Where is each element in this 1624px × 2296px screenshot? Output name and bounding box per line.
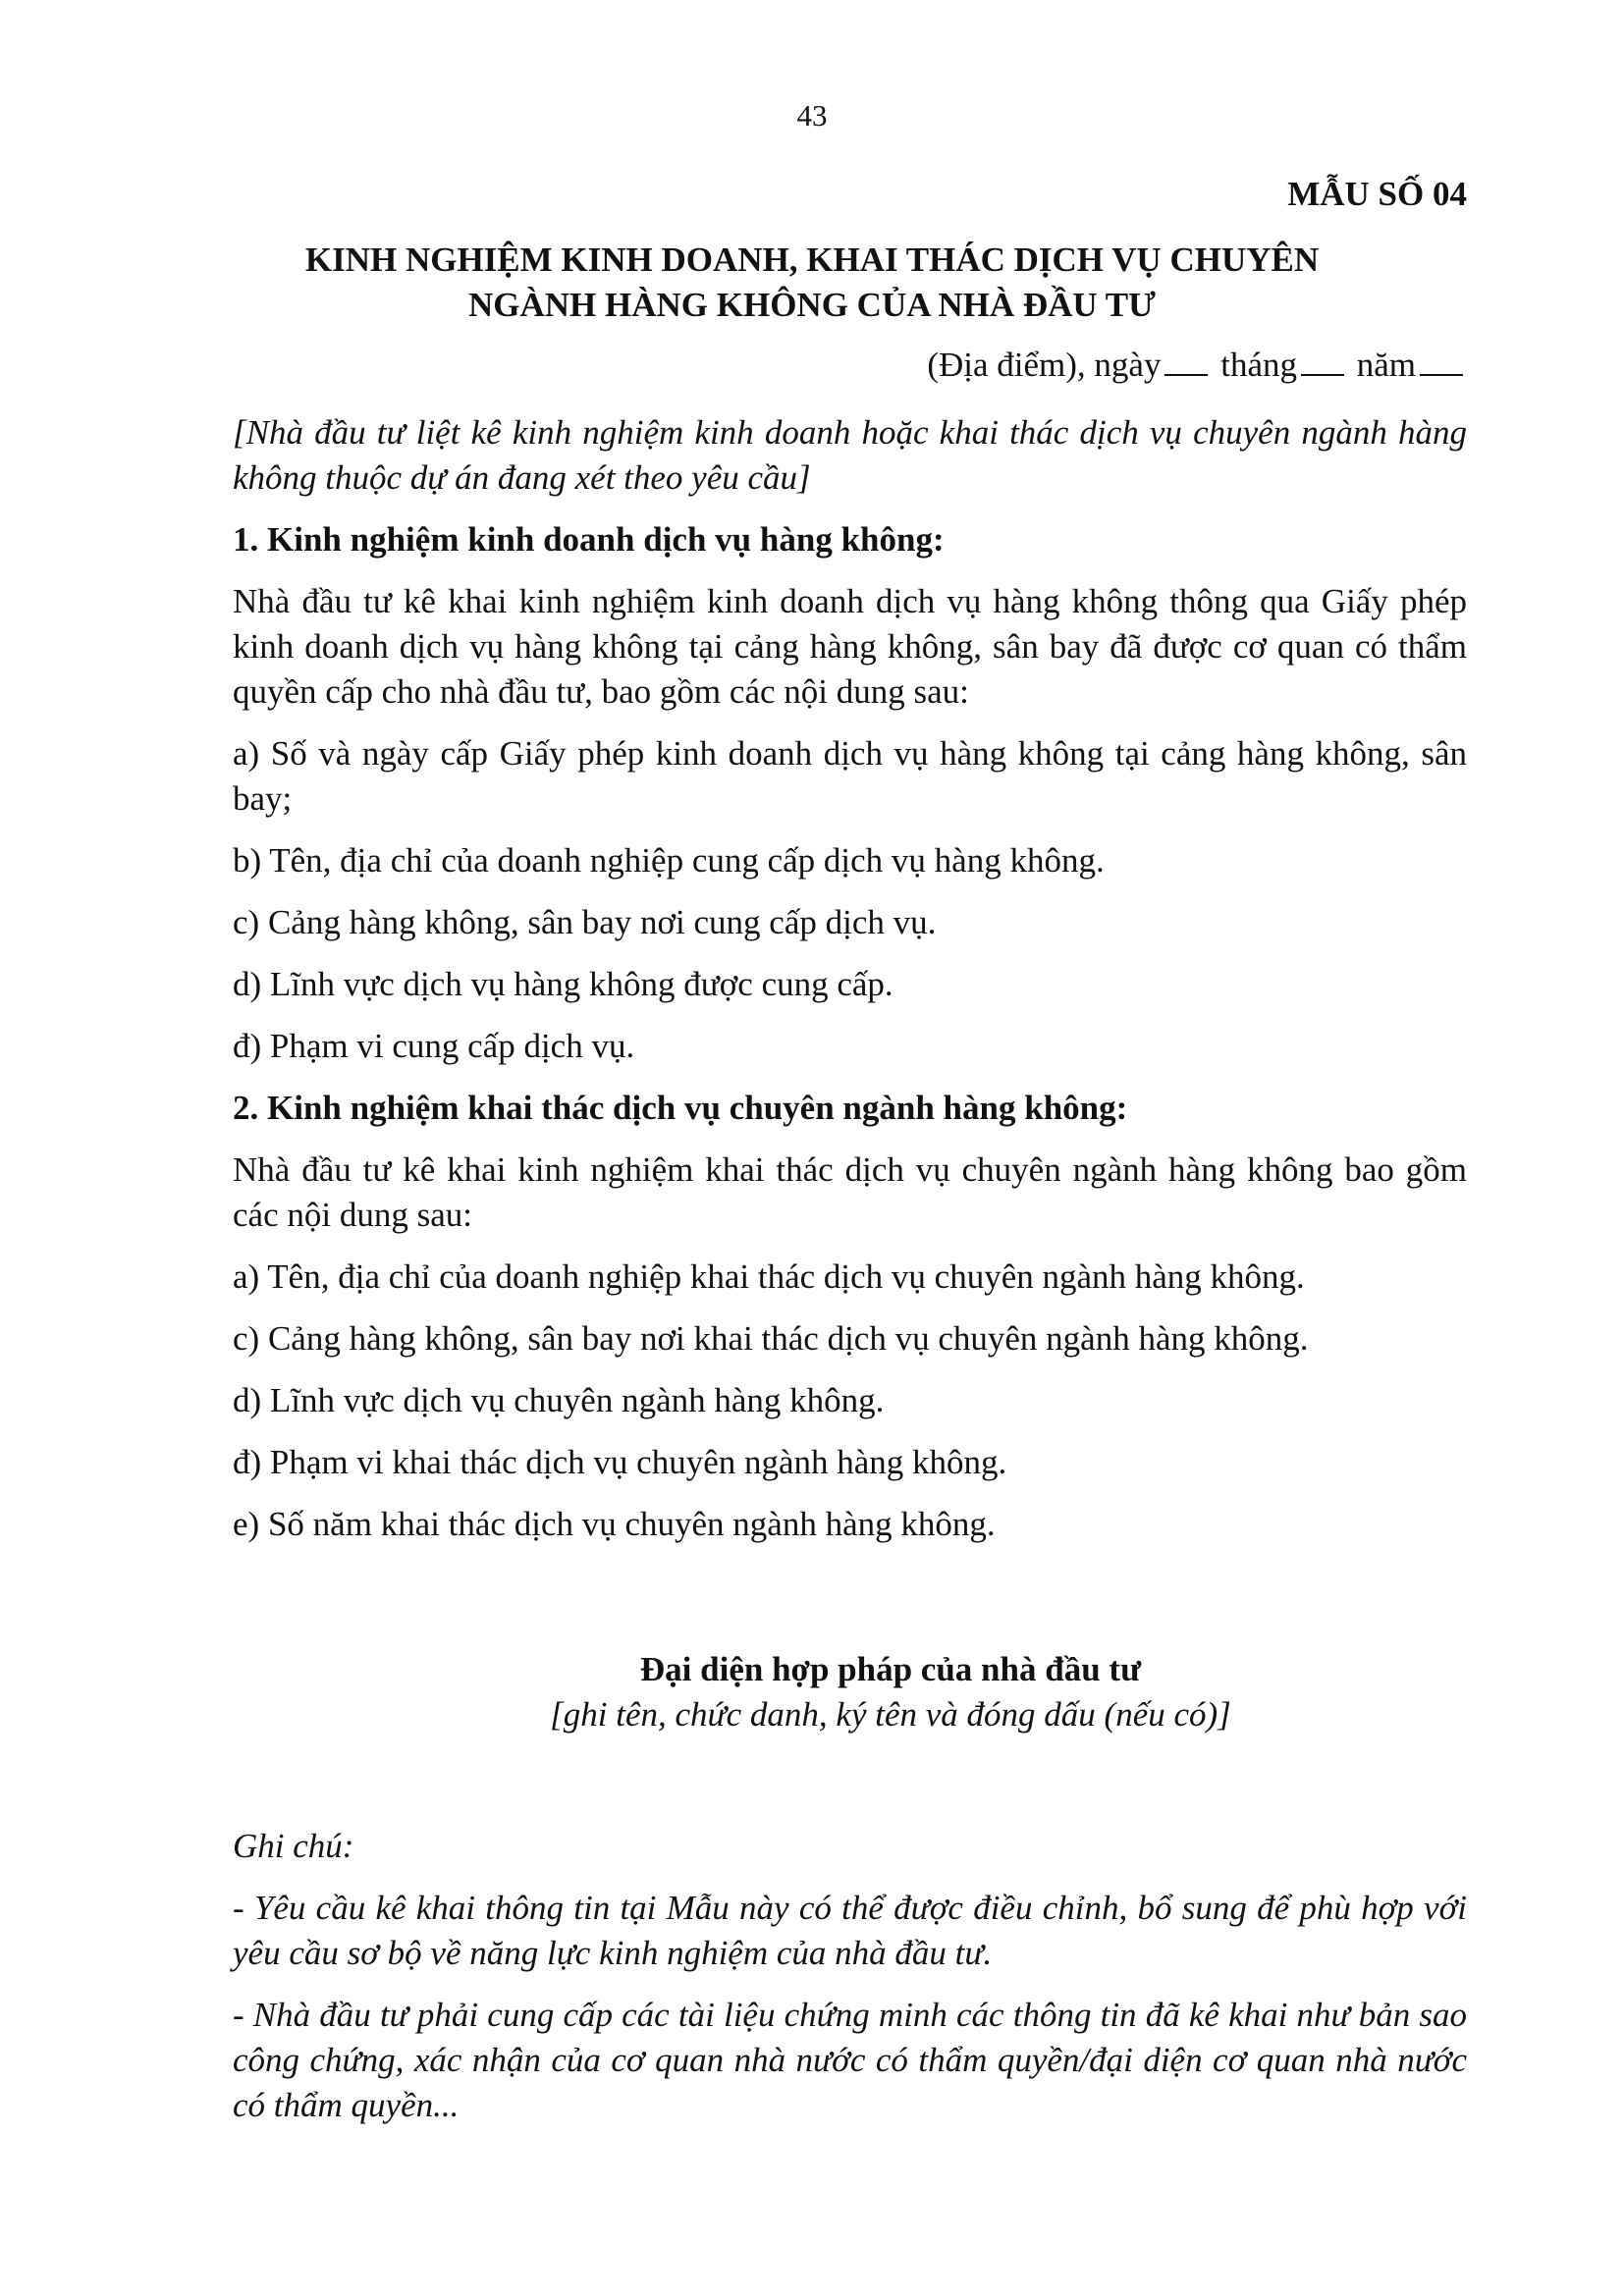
signature-subtitle: [ghi tên, chức danh, ký tên và đóng dấu (nếu có)] — [550, 1695, 1231, 1734]
section-2-item: d) Lĩnh vực dịch vụ chuyên ngành hàng không. — [233, 1381, 885, 1419]
notes-label: Ghi chú: — [233, 1827, 354, 1865]
notes-section — [233, 1824, 1467, 2145]
page-number: 43 — [796, 98, 828, 133]
document-title — [157, 238, 1467, 328]
section-2-item: c) Cảng hàng không, sân bay nơi khai thác dịch vụ chuyên ngành hàng không. — [233, 1319, 1309, 1358]
signature-title: Đại diện hợp pháp của nhà đầu tư — [639, 1650, 1142, 1688]
note-item: - Nhà đầu tư phải cung cấp các tài liệu chứng minh các thông tin đã kê khai như bản sao công chứng, xác nhận của cơ quan nhà nước có thẩm quyền/đại diện cơ quan nhà nước có thẩm quyền... — [233, 1996, 1467, 2124]
date-line — [927, 346, 1467, 385]
section-2-item: đ) Phạm vi khai thác dịch vụ chuyên ngành hàng không. — [233, 1443, 1007, 1481]
section-1-item: b) Tên, địa chỉ của doanh nghiệp cung cấp dịch vụ hàng không. — [233, 841, 1105, 880]
section-2-intro: Nhà đầu tư kê khai kinh nghiệm khai thác dịch vụ chuyên ngành hàng không bao gồm các nội dung sau: — [233, 1150, 1467, 1234]
section-2-item: e) Số năm khai thác dịch vụ chuyên ngành hàng không. — [233, 1505, 996, 1543]
section-2-heading: 2. Kinh nghiệm khai thác dịch vụ chuyên ngành hàng không: — [233, 1089, 1128, 1127]
instruction-note: [Nhà đầu tư liệt kê kinh nghiệm kinh doanh hoặc khai thác dịch vụ chuyên ngành hàng không thuộc dự án đang xét theo yêu cầu] — [233, 413, 1467, 497]
section-2-item: a) Tên, địa chỉ của doanh nghiệp khai thác dịch vụ chuyên ngành hàng không. — [233, 1257, 1305, 1296]
section-1-intro: Nhà đầu tư kê khai kinh nghiệm kinh doanh dịch vụ hàng không thông qua Giấy phép kinh doanh dịch vụ hàng không tại cảng hàng không, sân bay đã được cơ quan có thẩm quyền cấp cho nhà đầu tư, bao gồm các nội dung sau: — [233, 582, 1467, 711]
day-blank — [1164, 347, 1208, 376]
note-item: - Yêu cầu kê khai thông tin tại Mẫu này có thể được điều chỉnh, bổ sung để phù hợp với yêu cầu sơ bộ về năng lực kinh nghiệm của nhà đầu tư. — [233, 1889, 1467, 1972]
section-1-item: đ) Phạm vi cung cấp dịch vụ. — [233, 1027, 635, 1065]
title-line-2: NGÀNH HÀNG KHÔNG CỦA NHÀ ĐẦU TƯ — [467, 286, 1157, 324]
year-blank — [1420, 347, 1463, 376]
form-code: MẪU SỐ 04 — [1287, 175, 1467, 213]
section-1-item: d) Lĩnh vực dịch vụ hàng không được cung cấp. — [233, 965, 893, 1003]
date-month-label: tháng — [1220, 346, 1297, 384]
date-year-label: năm — [1356, 346, 1416, 384]
date-place-label: (Địa điểm), ngày — [927, 346, 1162, 384]
document-body — [233, 410, 1467, 1564]
section-1-item: c) Cảng hàng không, sân bay nơi cung cấp dịch vụ. — [233, 903, 937, 941]
month-blank — [1301, 347, 1344, 376]
section-1-item: a) Số và ngày cấp Giấy phép kinh doanh dịch vụ hàng không tại cảng hàng không, sân bay; — [233, 734, 1467, 818]
signature-block — [157, 1647, 1624, 1737]
section-1-heading: 1. Kinh nghiệm kinh doanh dịch vụ hàng không: — [233, 520, 945, 559]
title-line-1: KINH NGHIỆM KINH DOANH, KHAI THÁC DỊCH VỤ CHUYÊN — [304, 240, 1320, 279]
